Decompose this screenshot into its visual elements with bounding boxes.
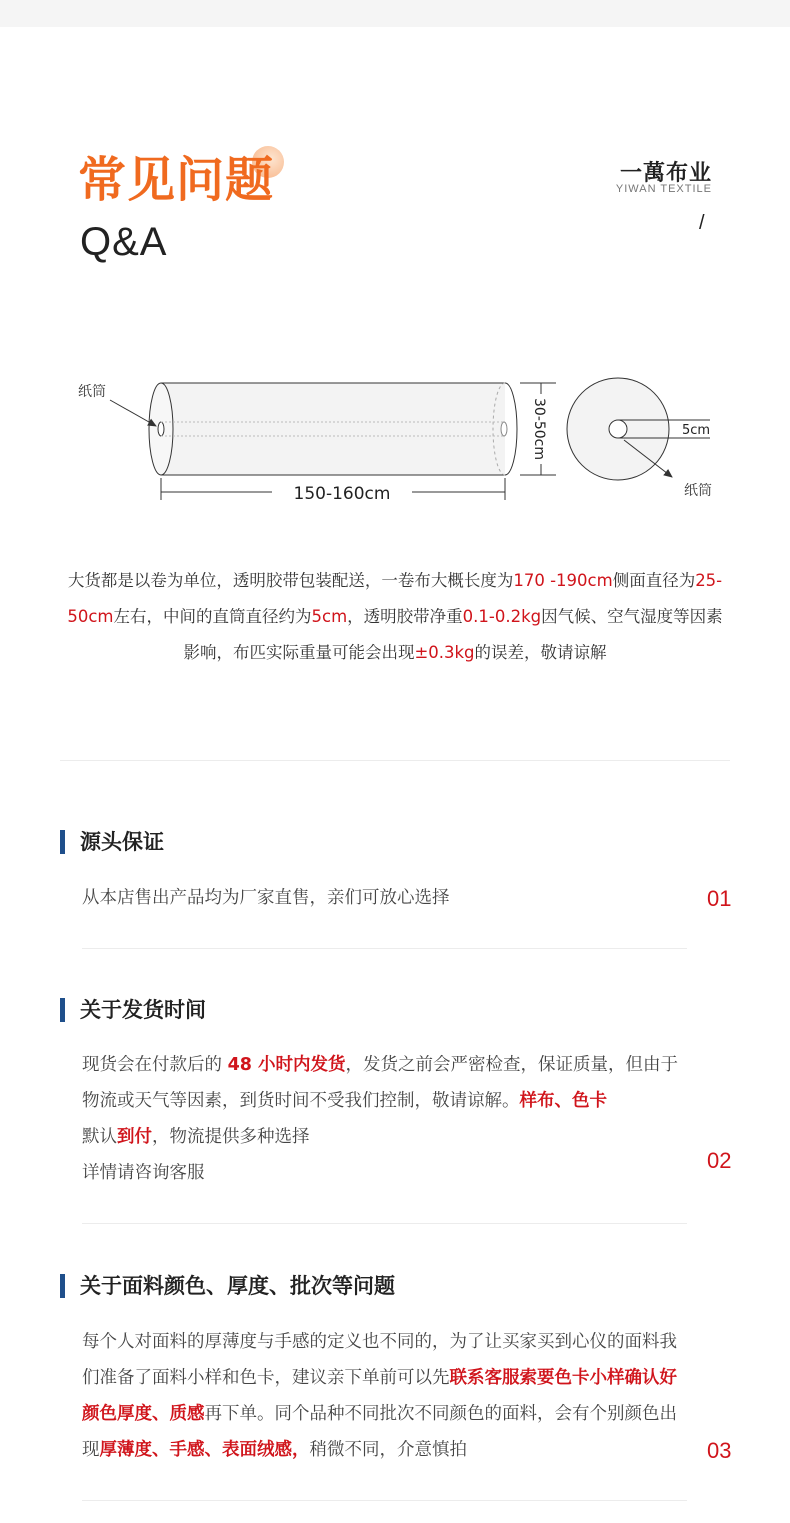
shipping-highlight-48h: 48 小时内发货	[227, 1055, 346, 1075]
shipping-text-5: 详情请咨询客服	[82, 1163, 205, 1183]
section-marker	[60, 998, 65, 1022]
section-text-source	[82, 880, 694, 916]
length-label: 150-160cm	[293, 484, 391, 504]
section-marker	[60, 1274, 65, 1298]
section-text-shipping	[82, 1047, 694, 1191]
divider	[82, 1500, 687, 1501]
section-number: 03	[707, 1438, 732, 1463]
shipping-highlight-cod: 到付	[117, 1127, 152, 1147]
diameter-label: 30-50cm	[531, 397, 547, 461]
brand-name: 一萬布业	[619, 161, 712, 186]
section-title-source: 源头保证	[80, 830, 164, 854]
desc-text-6: 的误差，敬请谅解	[474, 643, 607, 662]
section-title-shipping: 关于发货时间	[80, 998, 206, 1022]
section-text-fabric	[82, 1324, 694, 1468]
fabric-roll-diagram	[0, 360, 790, 520]
right-core-label: 纸筒	[684, 483, 712, 499]
section-title-fabric: 关于面料颜色、厚度、批次等问题	[80, 1274, 395, 1298]
desc-highlight-core: 5cm	[311, 607, 348, 626]
desc-text-4: ，透明胶带净重	[347, 607, 463, 626]
fabric-highlight-contact: 联系客服索要色卡小样确认好颜色厚度、质感	[82, 1368, 677, 1424]
brand-slash: /	[699, 212, 705, 234]
desc-highlight-tape-weight: 0.1-0.2kg	[462, 607, 542, 626]
section-marker	[60, 830, 65, 854]
desc-text-2: 侧面直径为	[612, 571, 696, 590]
section-number: 01	[707, 886, 732, 911]
fabric-text-2: 再下单。同个品种不同批次不同颜色的面料，会有个别颜色出现	[82, 1404, 677, 1460]
divider	[82, 1223, 687, 1224]
roll-description	[60, 563, 730, 671]
page-subtitle: Q&A	[80, 220, 168, 264]
shipping-text-4: ，物流提供多种选择	[152, 1127, 310, 1147]
roll-side-view	[149, 383, 517, 475]
shipping-highlight-samples: 样布、色卡	[519, 1091, 607, 1111]
left-label-arrow	[110, 400, 156, 426]
top-strip	[0, 0, 790, 27]
shipping-text-2: ，发货之前会严密检查，保证质量，但由于物流或天气等因素，到货时间不受我们控制，敬请谅解。	[82, 1055, 679, 1111]
section-text: 从本店售出产品均为厂家直售，亲们可放心选择	[82, 888, 450, 908]
desc-text-5: 因气候、空气湿度等因素影响，布匹实际重量可能会出现	[183, 607, 723, 662]
brand-name-en: YIWAN TEXTILE	[615, 183, 712, 195]
left-core-label: 纸筒	[78, 384, 106, 400]
section-number: 02	[707, 1148, 732, 1173]
divider	[82, 948, 687, 949]
fabric-highlight-texture: 厚薄度、手感、表面绒感，	[99, 1440, 310, 1460]
shipping-text-3: 默认	[82, 1127, 117, 1147]
fabric-text-1: 每个人对面料的厚薄度与手感的定义也不同的，为了让买家买到心仪的面料我们准备了面料小样和色卡，建议亲下单前可以先	[82, 1332, 677, 1388]
desc-text-3: 左右，中间的直筒直径约为	[113, 607, 312, 626]
page-title: 常见问题	[78, 152, 275, 208]
desc-text-1: 大货都是以卷为单位，透明胶带包装配送，一卷布大概长度为	[67, 571, 514, 590]
shipping-text-1: 现货会在付款后的	[82, 1055, 228, 1075]
divider	[60, 760, 730, 761]
desc-highlight-diameter: 25-50cm	[67, 571, 723, 626]
fabric-text-3: 稍微不同，介意慎拍	[309, 1440, 467, 1460]
core-diameter-label: 5cm	[682, 423, 711, 438]
desc-highlight-length: 170 -190cm	[513, 571, 613, 590]
desc-highlight-tolerance: ±0.3kg	[414, 643, 475, 662]
